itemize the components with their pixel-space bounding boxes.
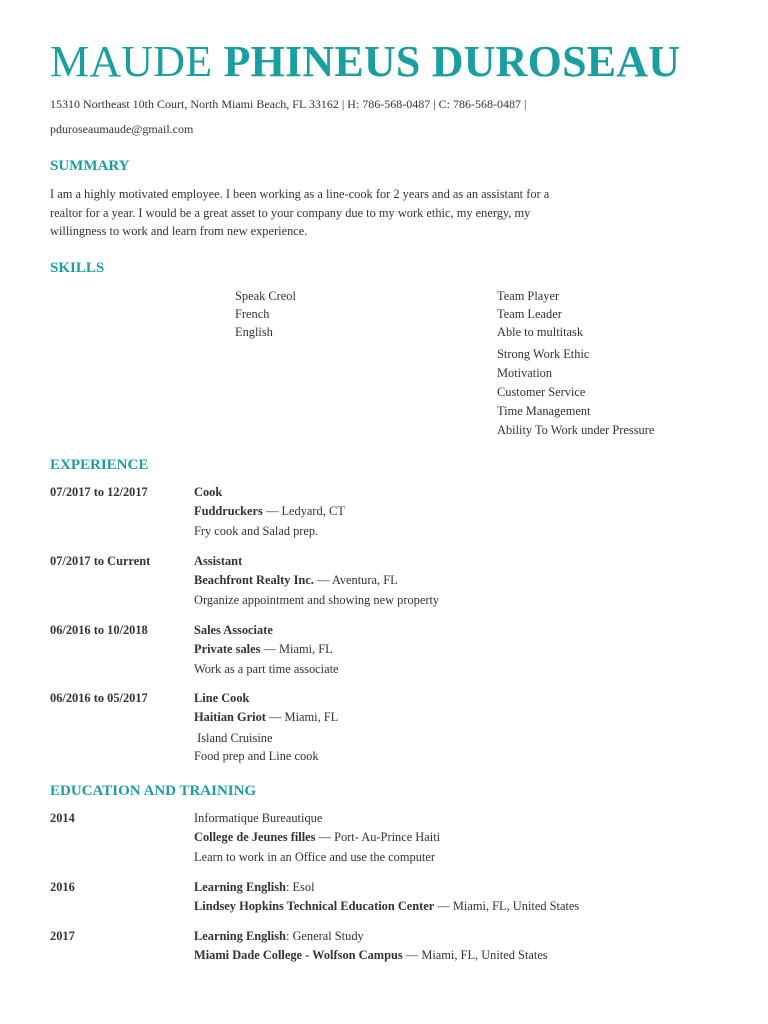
experience-detail: Work as a part time associate bbox=[194, 662, 339, 676]
program-detail: : Esol bbox=[285, 880, 315, 894]
separator: — bbox=[269, 710, 282, 724]
separator: — bbox=[317, 573, 330, 587]
education-school bbox=[194, 829, 440, 845]
experience-employer bbox=[194, 641, 333, 657]
experience-role: Cook bbox=[194, 485, 223, 499]
company-name: Haitian Griot bbox=[194, 710, 266, 724]
summary-heading: SUMMARY bbox=[50, 158, 130, 174]
company-location: Miami, FL bbox=[284, 710, 339, 724]
program-name: Learning English bbox=[194, 880, 286, 894]
skills-heading: SKILLS bbox=[50, 260, 105, 276]
skill-item: English bbox=[235, 325, 273, 339]
skill-item: French bbox=[235, 307, 270, 321]
school-name: Miami Dade College - Wolfson Campus bbox=[194, 948, 403, 962]
skill-item: Team Player bbox=[497, 289, 560, 303]
company-name: Fuddruckers bbox=[194, 504, 263, 518]
summary-line: I am a highly motivated employee. I been working as a line-cook for 2 years and as an assistant for a bbox=[50, 187, 550, 201]
school-location: Port- Au-Prince Haiti bbox=[334, 830, 441, 844]
education-school bbox=[194, 898, 579, 914]
experience-employer bbox=[194, 709, 338, 725]
contact-email: pduroseaumaude@gmail.com bbox=[50, 122, 194, 136]
school-name: Lindsey Hopkins Technical Education Center bbox=[194, 899, 435, 913]
education-year: 2017 bbox=[50, 929, 75, 943]
skill-item: Able to multitask bbox=[497, 325, 584, 339]
summary-line: realtor for a year. I would be a great asset to your company due to my work ethic, my energy, my bbox=[50, 205, 531, 220]
separator: — bbox=[263, 642, 276, 656]
skill-item: Strong Work Ethic bbox=[497, 347, 590, 361]
experience-dates: 07/2017 to Current bbox=[50, 554, 151, 568]
contact-line-1: 15310 Northeast 10th Court, North Miami Beach, FL 33162 | H: 786-568-0487 | C: 786-568-0487 | bbox=[50, 97, 527, 111]
school-location: Miami, FL, United States bbox=[452, 899, 580, 913]
experience-dates: 06/2016 to 10/2018 bbox=[50, 623, 148, 637]
skill-item: Motivation bbox=[497, 366, 553, 380]
first-name: MAUDE bbox=[50, 37, 213, 86]
company-location: Miami, FL bbox=[279, 642, 333, 656]
experience-role: Line Cook bbox=[194, 691, 250, 705]
separator: — bbox=[437, 899, 450, 913]
experience-detail: Organize appointment and showing new property bbox=[194, 593, 440, 607]
program-name: Learning English bbox=[194, 929, 286, 943]
experience-detail: Fry cook and Salad prep. bbox=[194, 524, 319, 538]
experience-employer bbox=[194, 503, 345, 519]
company-location: Ledyard, CT bbox=[281, 504, 345, 518]
company-name: Beachfront Realty Inc. bbox=[194, 573, 314, 587]
education-heading: EDUCATION AND TRAINING bbox=[50, 783, 257, 799]
education-program: Informatique Bureautique bbox=[194, 811, 323, 825]
last-name: PHINEUS DUROSEAU bbox=[223, 37, 681, 86]
candidate-name bbox=[50, 36, 680, 88]
separator: — bbox=[318, 830, 331, 844]
education-year: 2014 bbox=[50, 811, 75, 825]
school-location: Miami, FL, United States bbox=[421, 948, 548, 962]
skill-item: Time Management bbox=[497, 404, 591, 418]
skill-item: Speak Creol bbox=[235, 289, 296, 303]
program-detail: : General Study bbox=[285, 929, 364, 943]
education-school bbox=[194, 947, 548, 963]
experience-role: Assistant bbox=[194, 554, 243, 568]
school-name: College de Jeunes filles bbox=[194, 830, 316, 844]
experience-detail: Island Cruisine bbox=[194, 731, 273, 745]
education-program bbox=[194, 879, 315, 895]
experience-heading: EXPERIENCE bbox=[50, 457, 149, 473]
education-detail: Learn to work in an Office and use the computer bbox=[194, 850, 435, 864]
skill-item: Team Leader bbox=[497, 307, 562, 321]
experience-role: Sales Associate bbox=[194, 623, 273, 637]
summary-line: willingness to work and learn from new experience. bbox=[50, 224, 308, 238]
company-name: Private sales bbox=[194, 642, 261, 656]
company-location: Aventura, FL bbox=[331, 573, 398, 587]
experience-detail: Food prep and Line cook bbox=[194, 749, 319, 763]
education-year: 2016 bbox=[50, 880, 75, 894]
skill-item: Customer Service bbox=[497, 385, 586, 399]
experience-employer bbox=[194, 572, 398, 588]
summary-text bbox=[50, 185, 549, 241]
experience-dates: 07/2017 to 12/2017 bbox=[50, 485, 148, 499]
separator: — bbox=[405, 948, 419, 962]
education-program bbox=[194, 928, 364, 944]
skill-item: Ability To Work under Pressure bbox=[497, 423, 655, 437]
separator: — bbox=[265, 504, 279, 518]
experience-dates: 06/2016 to 05/2017 bbox=[50, 691, 148, 705]
